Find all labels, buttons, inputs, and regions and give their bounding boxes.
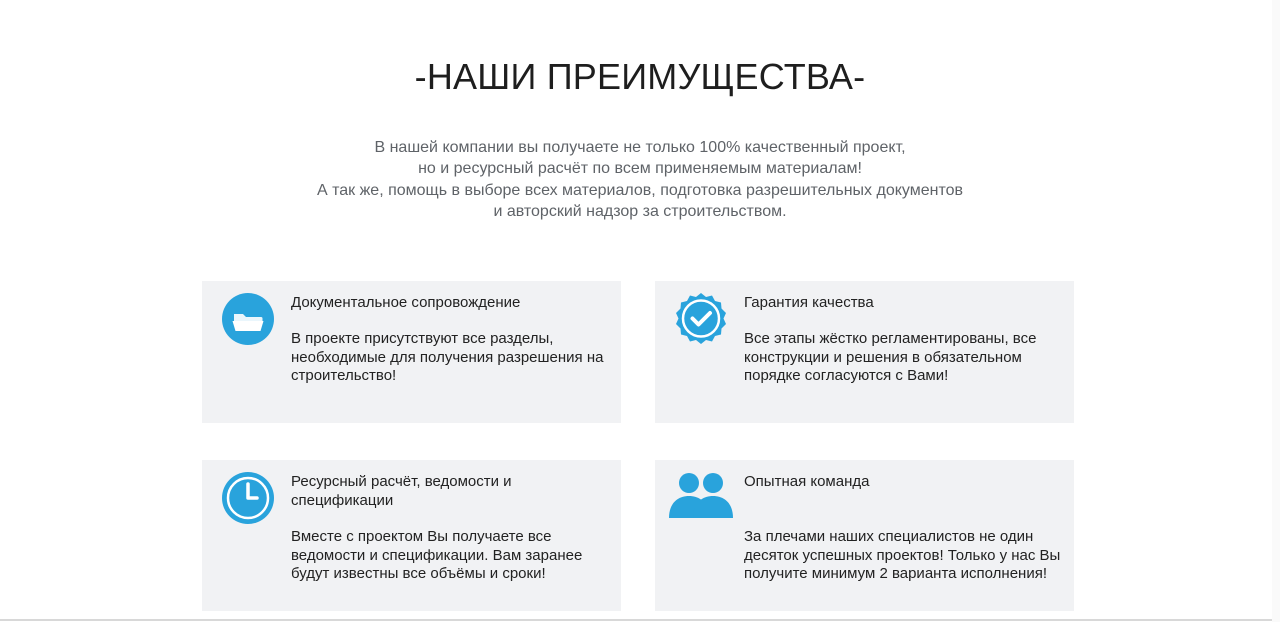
card-title: Гарантия качества — [744, 294, 874, 311]
card-text: За плечами наших специалистов не один десяток успешных проектов! Только у нас Вы получите минимум 2 варианта исполнения! — [744, 528, 1061, 582]
advantage-card-quality — [655, 281, 1074, 423]
card-title: Опытная команда — [744, 473, 870, 490]
card-title: Документальное сопровождение — [291, 294, 521, 311]
card-text: В проекте присутствуют все разделы, необходимые для получения разрешения на строительство! — [291, 330, 604, 384]
card-title: Ресурсный расчёт, ведомости и спецификации — [291, 473, 512, 509]
scrollbar-track[interactable] — [1272, 0, 1280, 622]
advantage-card-resources — [202, 460, 621, 611]
intro-line-3: А так же, помощь в выборе всех материалов, подготовка разрешительных документов — [316, 181, 964, 199]
bottom-divider — [0, 619, 1280, 621]
clock-icon — [220, 470, 276, 526]
section-title: -НАШИ ПРЕИМУЩЕСТВА- — [414, 56, 866, 97]
quality-badge-icon — [673, 291, 729, 347]
team-icon — [665, 468, 737, 524]
intro-line-1: В нашей компании вы получаете не только 100% качественный проект, — [374, 139, 906, 156]
advantage-card-documents — [202, 281, 621, 423]
intro-line-2: но и ресурсный расчёт по всем применяемым материалам! — [418, 160, 862, 178]
folder-icon — [220, 291, 276, 347]
intro-line-4: и авторский надзор за строительством. — [493, 202, 787, 220]
advantage-card-team — [655, 460, 1074, 611]
intro-text — [290, 137, 990, 222]
card-text: Вместе с проектом Вы получаете все ведомости и спецификации. Вам заранее будут известны все объёмы и сроки! — [291, 528, 583, 582]
card-text: Все этапы жёстко регламентированы, все конструкции и решения в обязательном порядке согласуются с Вами! — [744, 330, 1037, 384]
